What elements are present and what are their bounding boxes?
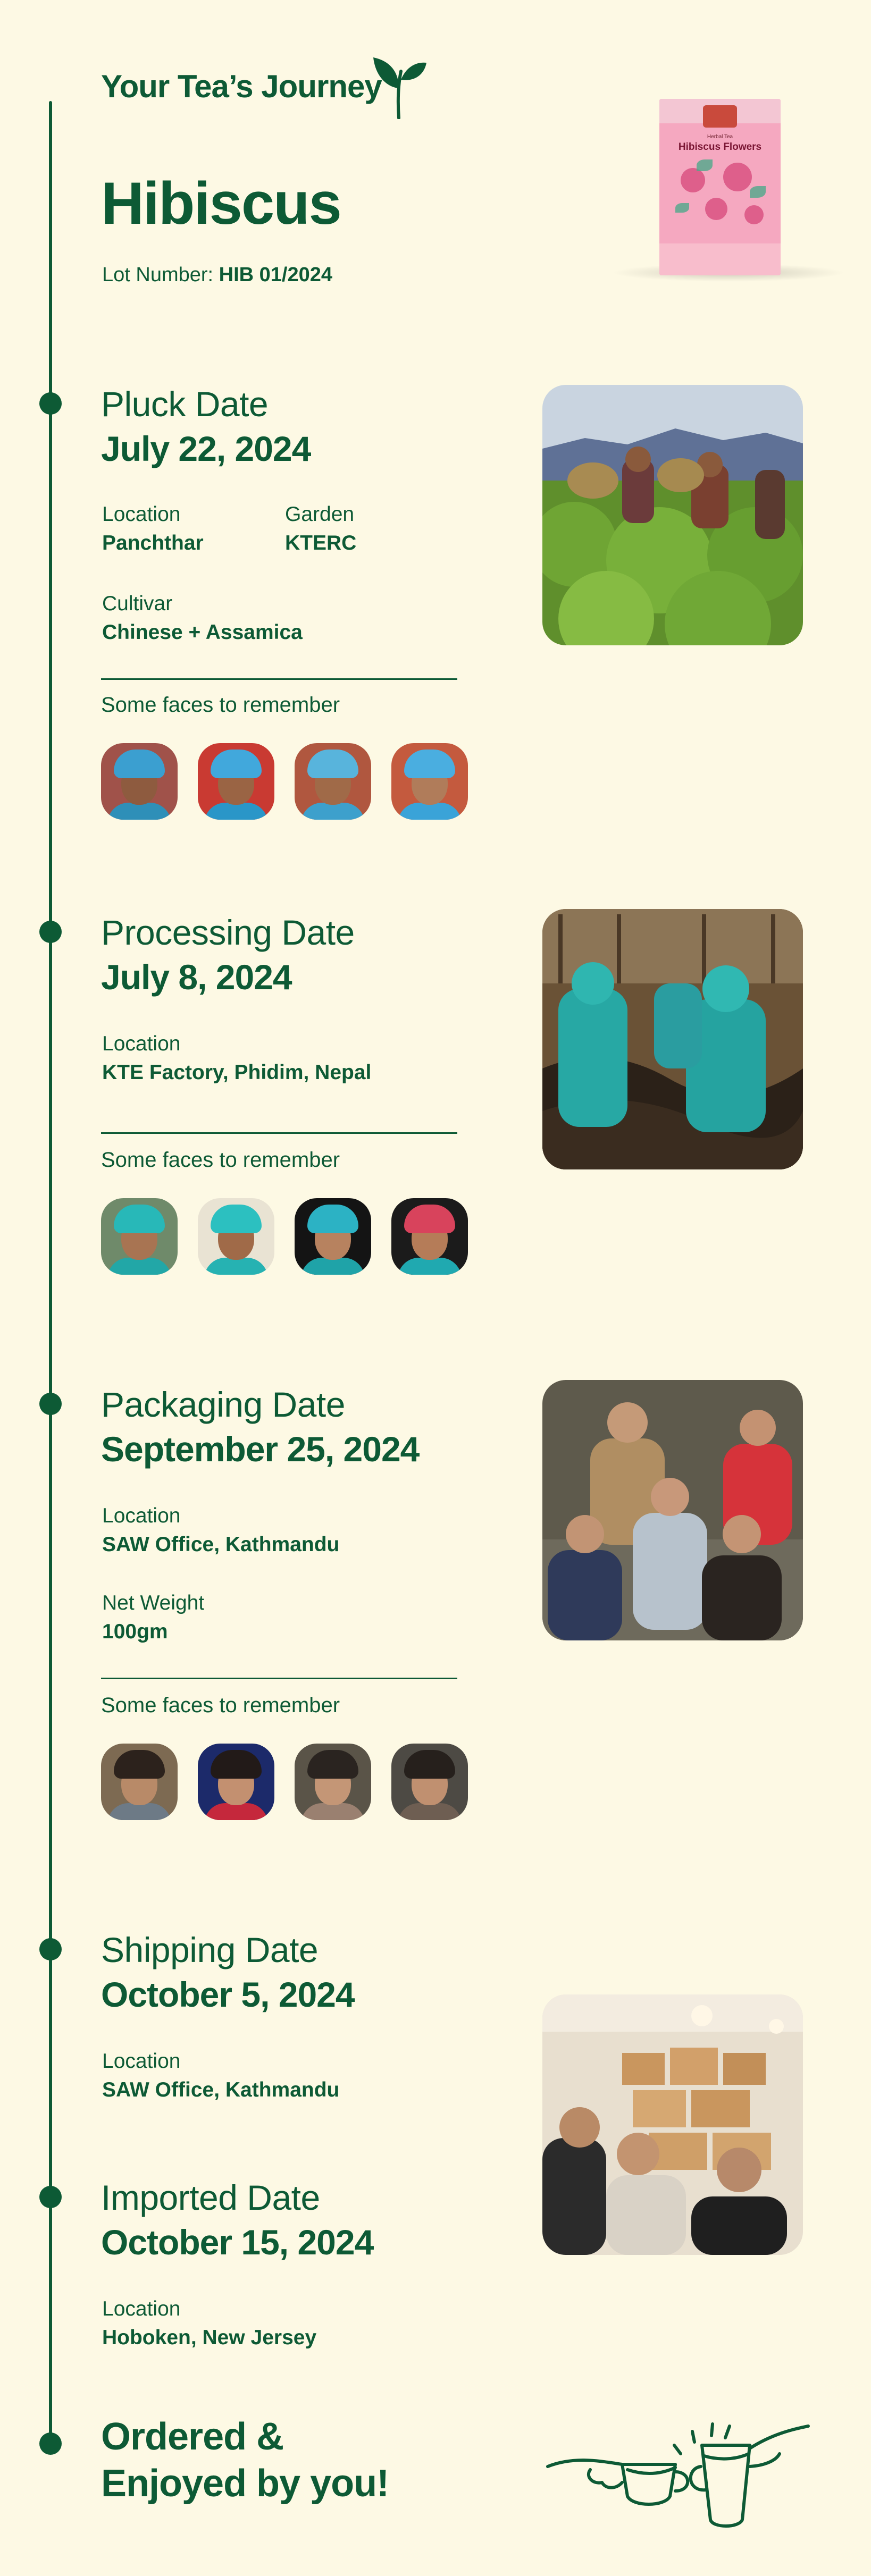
processing-date: July 8, 2024 [101,957,292,997]
face-avatar [198,743,274,820]
lot-value: HIB 01/2024 [219,264,333,286]
shipping-location-label: Location [102,2050,181,2073]
imported-location-label: Location [102,2297,181,2320]
packaging-location-value: SAW Office, Kathmandu [102,1533,340,1556]
pluck-garden-label: Garden [285,503,355,526]
pluck-location-label: Location [102,503,181,526]
processing-faces-label: Some faces to remember [101,1148,340,1172]
face-avatar [295,1744,371,1820]
package-title: Hibiscus Flowers [678,141,762,153]
face-avatar [198,1744,274,1820]
shipping-date: October 5, 2024 [101,1975,355,2014]
packaging-weight-value: 100gm [102,1620,168,1643]
pluck-location-value: Panchthar [102,532,204,554]
pluck-divider [101,678,457,680]
processing-photo [542,909,803,1169]
package-small-label: Herbal Tea [707,134,733,140]
lot-number [102,264,332,287]
timeline-dot-processing [39,921,62,943]
face-avatar [101,1744,178,1820]
packaging-title: Packaging Date [101,1385,345,1424]
timeline-dot-packaging [39,1393,62,1415]
pluck-date: July 22, 2024 [101,429,311,468]
packaging-date: September 25, 2024 [101,1429,420,1469]
processing-location-value: KTE Factory, Phidim, Nepal [102,1061,372,1084]
timeline-dot-imported [39,2186,62,2208]
face-avatar [295,1198,371,1275]
packaging-divider [101,1678,457,1679]
pluck-faces-label: Some faces to remember [101,693,340,717]
shipping-photo [542,1994,803,2255]
imported-title: Imported Date [101,2178,320,2217]
packaging-location-label: Location [102,1504,181,1527]
imported-date: October 15, 2024 [101,2223,374,2262]
timeline-dot-pluck [39,392,62,415]
cheers-cups-icon [542,2403,814,2530]
product-package-image [659,99,781,275]
pluck-photo [542,385,803,645]
pluck-cultivar-label: Cultivar [102,592,173,615]
face-avatar [391,1744,468,1820]
face-avatar [391,743,468,820]
face-avatar [295,743,371,820]
processing-location-label: Location [102,1032,181,1055]
packaging-faces-label: Some faces to remember [101,1694,340,1717]
processing-divider [101,1132,457,1134]
pluck-garden-value: KTERC [285,532,357,554]
page-header-title: Your Tea’s Journey [101,69,382,104]
shipping-location-value: SAW Office, Kathmandu [102,2078,340,2101]
face-avatar [101,1198,178,1275]
enjoyed-line-2: Enjoyed by you! [101,2462,389,2505]
timeline-dot-enjoyed [39,2432,62,2455]
face-avatar [391,1198,468,1275]
package-logo [703,105,737,128]
pluck-cultivar-value: Chinese + Assamica [102,621,303,644]
enjoyed-line-1: Ordered & [101,2415,284,2458]
pluck-title: Pluck Date [101,384,269,424]
timeline-dot-shipping [39,1938,62,1960]
packaging-photo [542,1380,803,1640]
face-avatar [101,743,178,820]
product-name: Hibiscus [101,170,341,237]
imported-location-value: Hoboken, New Jersey [102,2326,317,2349]
shipping-title: Shipping Date [101,1930,319,1969]
sprout-icon [371,55,428,119]
processing-title: Processing Date [101,913,355,952]
timeline-line [49,101,52,2445]
enjoyed-heading [101,2413,389,2507]
face-avatar [198,1198,274,1275]
lot-label: Lot Number: [102,264,219,286]
packaging-weight-label: Net Weight [102,1592,205,1614]
